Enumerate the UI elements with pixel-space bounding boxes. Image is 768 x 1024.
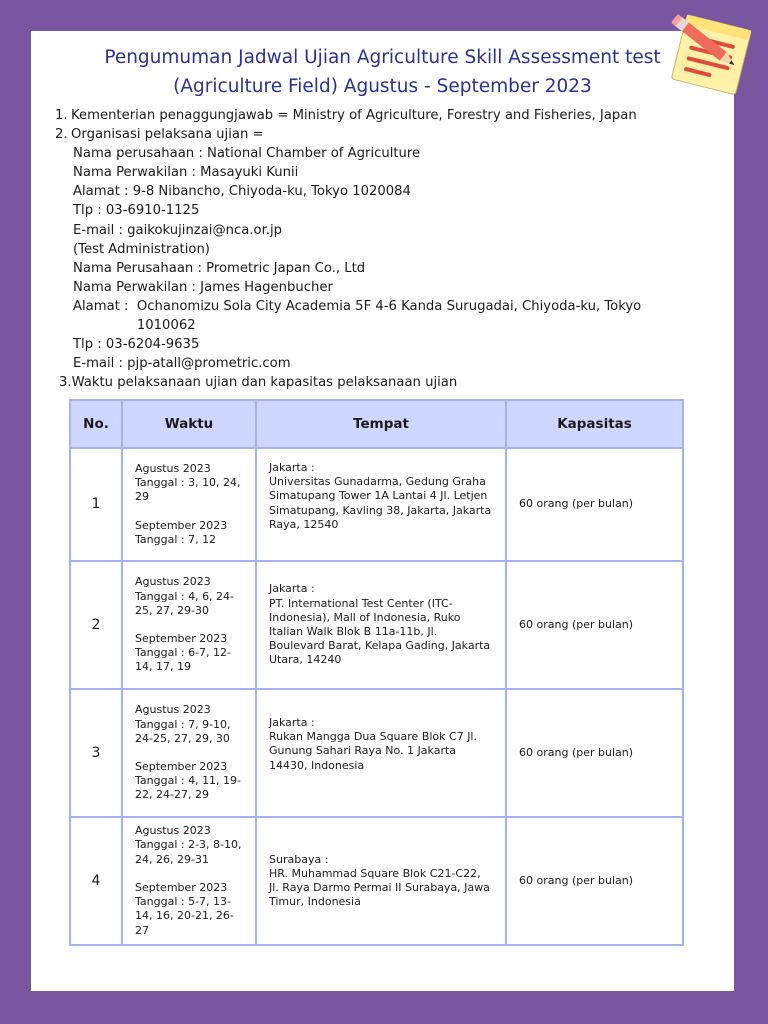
page-title [31,43,734,101]
place: HR. Muhammad Square Blok C21-C22, Jl. Raya Darmo Permai II Surabaya, Jawa Timur, Indonesia [269,866,490,909]
table-row [70,689,683,817]
table-row [70,561,683,689]
item-2-number: 2. [55,127,68,143]
sep-label: September 2023 [135,880,228,894]
org1-address: Alamat : 9-8 Nibancho, Chiyoda-ku, Tokyo 1020084 [73,184,411,200]
org2-email: E-mail : pjp-atall@prometric.com [73,356,291,372]
sep-dates: Tanggal : 6-7, 12-14, 17, 19 [135,646,231,674]
info-item-2 [55,125,725,144]
info-section [55,106,725,392]
waktu-cell [122,448,256,561]
test-administration-label: (Test Administration) [73,241,210,257]
title-line-1: Pengumuman Jadwal Ujian Agriculture Skill Assessment test [104,47,661,68]
org1-representative: Nama Perwakilan : Masayuki Kunii [73,165,299,181]
aug-label: Agustus 2023 [135,703,211,717]
sep-label: September 2023 [135,518,228,532]
org2-company: Nama Perusahaan : Prometric Japan Co., Ltd [73,260,366,276]
place: PT. International Test Center (ITC-Indonesia), Mall of Indonesia, Ruko Italian Walk Blok B 11a-11b, Jl. Boulevard Barat, Kelapa Gading, Jakarta Utara, 14240 [269,596,491,667]
aug-dates: Tanggal : 7, 9-10, 24-25, 27, 29, 30 [135,717,231,745]
table-row [70,817,683,945]
org2-address-text: Ochanomizu Sola City Academia 5F 4-6 Kanda Surugadai, Chiyoda-ku, Tokyo 1010062 [136,298,642,334]
kapasitas-cell: 60 orang (per bulan) [506,448,683,561]
sep-label: September 2023 [135,632,228,645]
schedule-table [69,399,684,946]
header-tempat: Tempat [256,400,506,448]
item-2-text: Organisasi pelaksana ujian = [71,127,264,143]
header-kapasitas: Kapasitas [506,400,683,448]
city: Jakarta : [269,716,315,729]
city: Jakarta : [269,461,315,474]
city: Surabaya : [269,852,329,866]
place: Universitas Gunadarma, Gedung Graha Simatupang Tower 1A Lantai 4 Jl. Letjen Simatupang, Kavling 38, Jakarta, Jakarta Raya, 12540 [269,475,492,531]
sep-dates: Tanggal : 4, 11, 19-22, 24-27, 29 [135,774,242,802]
kapasitas-cell: 60 orang (per bulan) [506,689,683,817]
place: Rukan Mangga Dua Square Blok C7 Jl. Gunung Sahari Raya No. 1 Jakarta 14430, Indonesia [269,730,477,772]
sep-dates: Tanggal : 7, 12 [135,532,217,546]
sep-label: September 2023 [135,760,228,773]
tempat-cell [256,448,506,561]
org2-address [55,297,725,335]
item-1-number: 1. [55,108,68,123]
document-page [31,31,734,991]
aug-dates: Tanggal : 3, 10, 24, 29 [135,476,241,504]
info-item-3: 3.Waktu pelaksanaan ujian dan kapasitas pelaksanaan ujian [59,375,458,391]
row-number: 1 [70,448,122,561]
row-number: 2 [70,561,122,689]
aug-dates: Tanggal : 4, 6, 24-25, 27, 29-30 [135,589,235,617]
table-header-row [70,400,683,448]
waktu-cell [122,817,256,945]
tempat-cell [256,561,506,689]
header-no: No. [70,400,122,448]
org2-address-label: Alamat : [73,298,137,314]
tempat-cell [256,817,506,945]
row-number: 3 [70,689,122,817]
table-row [70,448,683,561]
aug-dates: Tanggal : 2-3, 8-10, 24, 26, 29-31 [135,838,242,866]
row-number: 4 [70,817,122,945]
kapasitas-cell: 60 orang (per bulan) [506,561,683,689]
aug-label: Agustus 2023 [135,824,211,838]
sep-dates: Tanggal : 5-7, 13-14, 16, 20-21, 26-27 [135,895,234,937]
tempat-cell [256,689,506,817]
city: Jakarta : [269,582,315,596]
notepad-pencil-icon [660,4,756,100]
info-item-1 [55,106,725,125]
org1-email: E-mail : gaikokujinzai@nca.or.jp [73,222,283,238]
waktu-cell [122,689,256,817]
item-1-text: Kementerian penaggungjawab = Ministry of Agriculture, Forestry and Fisheries, Japan [71,108,637,123]
kapasitas-cell: 60 orang (per bulan) [506,817,683,945]
title-line-2: (Agriculture Field) Agustus - September 2023 [173,76,592,97]
aug-label: Agustus 2023 [135,575,211,589]
org1-company: Nama perusahaan : National Chamber of Agriculture [73,146,421,162]
header-waktu: Waktu [122,400,256,448]
waktu-cell [122,561,256,689]
org2-representative: Nama Perwakilan : James Hagenbucher [73,279,333,295]
org1-phone: Tlp : 03-6910-1125 [73,203,200,219]
org2-phone: Tlp : 03-6204-9635 [73,337,200,353]
aug-label: Agustus 2023 [135,461,211,475]
